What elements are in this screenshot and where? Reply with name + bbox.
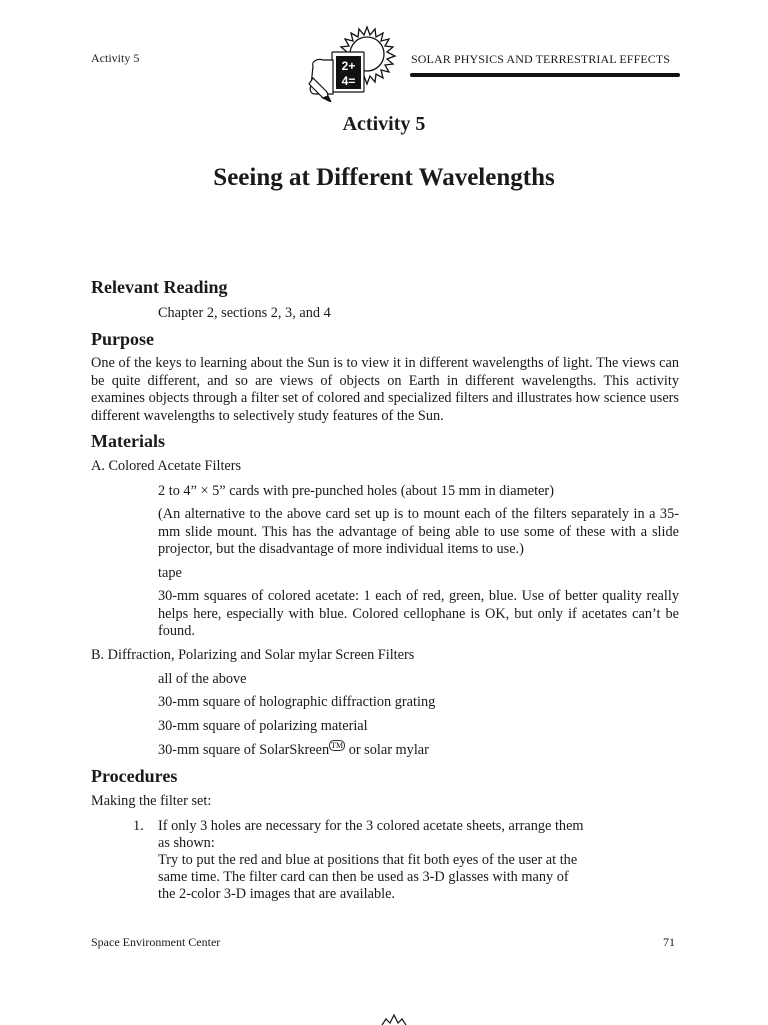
materials-a-item-alternative: (An alternative to the above card set up is to mount each of the filters separately in a 35-mm slide mount. This has the advantage of being able to use some of these with a slide projector, but the disadvantage of more individual items to use.) xyxy=(158,506,679,557)
materials-b-item-polarizing: 30-mm square of polarizing material xyxy=(158,718,368,734)
heading-relevant-reading: Relevant Reading xyxy=(91,277,228,297)
materials-a-item-tape: tape xyxy=(158,565,182,581)
header-activity-label: Activity 5 xyxy=(91,51,140,65)
materials-b-item-all: all of the above xyxy=(158,671,247,687)
heading-purpose: Purpose xyxy=(91,329,154,349)
materials-b-item-solarskreen xyxy=(158,742,679,760)
step-line-2: as shown: xyxy=(158,835,215,851)
crown-ornament-icon xyxy=(378,1013,410,1025)
heading-materials: Materials xyxy=(91,431,165,451)
calculator-icon xyxy=(332,52,364,92)
header-rule xyxy=(410,73,680,77)
step-line-1: If only 3 holes are necessary for the 3 colored acetate sheets, arrange them xyxy=(158,818,584,834)
materials-b-item-diffraction: 30-mm square of holographic diffraction grating xyxy=(158,694,436,710)
trademark-mark: TM xyxy=(331,741,344,750)
page-title: Seeing at Different Wavelengths xyxy=(213,164,555,191)
page-number: 71 xyxy=(663,935,675,949)
materials-group-b-label: B. Diffraction, Polarizing and Solar mylar Screen Filters xyxy=(91,647,415,663)
materials-a-item-cards: 2 to 4” × 5” cards with pre-punched holes (about 15 mm in diameter) xyxy=(158,483,554,499)
activity-number: Activity 5 xyxy=(342,113,426,135)
logo-text-bottom: 4= xyxy=(341,74,356,88)
step-line-4: same time. The filter card can then be used as 3-D glasses with many of xyxy=(158,869,569,885)
step-number: 1. xyxy=(133,818,144,834)
heading-procedures: Procedures xyxy=(91,766,178,786)
footer-organization: Space Environment Center xyxy=(91,935,221,949)
solarskreen-text: 30-mm square of SolarSkreen xyxy=(158,742,330,758)
step-line-5: the 2-color 3-D images that are available. xyxy=(158,886,395,902)
solarskreen-suffix: or solar mylar xyxy=(345,742,429,758)
activity-logo xyxy=(305,22,405,102)
relevant-reading-text: Chapter 2, sections 2, 3, and 4 xyxy=(158,305,331,321)
procedures-intro: Making the filter set: xyxy=(91,793,212,809)
logo-text-top: 2+ xyxy=(341,59,356,73)
step-line-3: Try to put the red and blue at positions that fit both eyes of the user at the xyxy=(158,852,578,868)
header-subject: SOLAR PHYSICS AND TERRESTRIAL EFFECTS xyxy=(411,52,671,66)
materials-group-a-label: A. Colored Acetate Filters xyxy=(91,458,242,474)
purpose-text: One of the keys to learning about the Sun is to view it in different wavelengths of light. The views can be quite different, and so are views of objects on Earth in different wavelengths. This activity examines objects through a filter set of colored and specialized filters and illustrates how science users different wavelengths to selectively study features of the Sun. xyxy=(91,355,679,424)
materials-a-item-acetate: 30-mm squares of colored acetate: 1 each of red, green, blue. Use of better quality really helps here, especially with blue. Colored cellophane is OK, but only if acetates can’t be found. xyxy=(158,588,679,639)
